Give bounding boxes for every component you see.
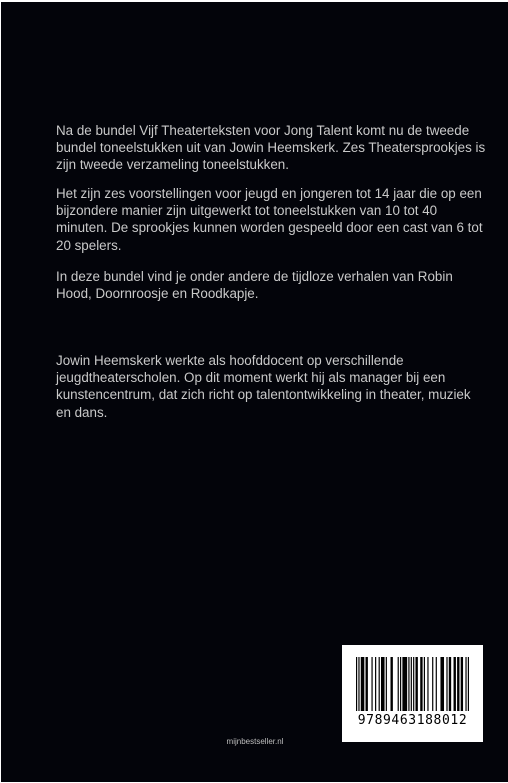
barcode-bar-7	[381, 657, 385, 711]
blurb-text-2: Het zijn zes voorstellingen voor jeugd en jongeren tot 14 jaar die op een bijzondere manier zijn uitgewerkt tot toneelstukken van 10 tot 40 minuten. De sprookjes kunnen worden gespeeld door een cast van 6 tot 20 spelers.	[56, 186, 483, 253]
blurb-paragraph-2	[56, 185, 486, 254]
barcode-bar-26	[457, 657, 459, 711]
barcode-bar-9	[390, 657, 392, 711]
barcode-bar-20	[432, 657, 433, 711]
barcode-bar-10	[398, 657, 399, 711]
blurb-paragraph-3	[56, 268, 486, 302]
barcode-bar-5	[375, 657, 376, 711]
barcode-bar-25	[454, 657, 456, 711]
barcode-bar-14	[411, 657, 412, 711]
barcode-bar-4	[371, 657, 372, 711]
blurb-text-3: In deze bundel vind je onder andere de tijdloze verhalen van Robin Hood, Doornroosje en Roodkapje.	[56, 269, 453, 302]
barcode-bars	[356, 657, 469, 711]
barcode-bar-29	[468, 657, 469, 711]
top-edge-line	[1, 0, 508, 2]
barcode-bar-21	[436, 657, 437, 711]
barcode-bar-22	[440, 657, 444, 711]
barcode-bar-15	[413, 657, 414, 711]
barcode-bar-6	[379, 657, 380, 711]
barcode-bar-23	[446, 657, 447, 711]
barcode-bar-3	[366, 657, 368, 711]
author-bio-paragraph	[56, 352, 486, 421]
barcode-bar-1	[358, 657, 359, 711]
isbn-number: 9789463188012	[357, 713, 468, 728]
barcode-bar-19	[427, 657, 428, 711]
barcode-bar-8	[386, 657, 387, 711]
barcode-bar-17	[420, 657, 422, 711]
barcode-bar-16	[415, 657, 417, 711]
barcode-bar-0	[356, 657, 357, 711]
barcode-bar-28	[465, 657, 466, 711]
barcode-bar-18	[424, 657, 425, 711]
isbn-barcode	[342, 645, 483, 742]
blurb-paragraph-1	[56, 122, 486, 174]
barcode-bar-11	[400, 657, 401, 711]
barcode-bar-24	[449, 657, 451, 711]
publisher-name: mijnbestseller.nl	[226, 737, 284, 746]
barcode-bar-2	[361, 657, 365, 711]
barcode-bar-13	[408, 657, 409, 711]
author-bio-text: Jowin Heemskerk werkte als hoofddocent op verschillende jeugdtheaterscholen. Op dit moment werkt hij als manager bij een kunstencentrum, dat zich richt op talentontwikkeling in theater, muziek en dans.	[56, 353, 471, 420]
barcode-bar-12	[402, 657, 407, 711]
barcode-bar-27	[461, 657, 463, 711]
blurb-text-1: Na de bundel Vijf Theaterteksten voor Jong Talent komt nu de tweede bundel toneelstukken uit van Jowin Heemskerk. Zes Theatersprookjes is zijn tweede verzameling toneelstukken.	[56, 123, 486, 173]
